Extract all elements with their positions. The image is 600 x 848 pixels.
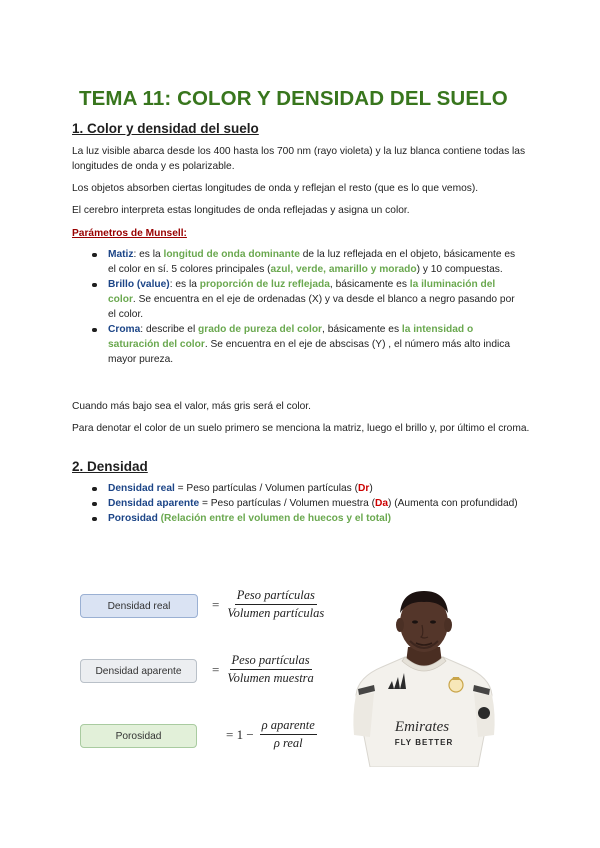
paragraph-objetos: Los objetos absorben ciertas longitudes de onda y reflejan el resto (que es lo que vemos). <box>72 183 479 194</box>
list-item-matiz <box>92 247 522 277</box>
munsell-label: Parámetros de Munsell: <box>72 228 187 239</box>
page-title: TEMA 11: COLOR Y DENSIDAD DEL SUELO <box>79 87 508 110</box>
densidad-list <box>92 481 522 526</box>
section-heading-color: 1. Color y densidad del suelo <box>72 121 259 136</box>
fraction-numerator: Peso partículas <box>235 588 317 605</box>
term-croma: Croma <box>108 324 141 335</box>
symbol-dr: Dr <box>358 483 370 494</box>
brillo-text-2: , básicamente es <box>329 279 410 290</box>
term-brillo: Brillo (value) <box>108 279 170 290</box>
paragraph-luz-visible: La luz visible abarca desde los 400 hasta los 700 nm (rayo violeta) y la luz blanca contiene todas las longitudes de onda y es polarizable. <box>72 146 526 172</box>
fraction-denominator: Volumen partículas <box>227 606 325 620</box>
densidad-real-text-2: ) <box>369 483 373 494</box>
sponsor-text: Emirates <box>394 719 450 735</box>
densidad-aparente-text-1: = Peso partículas / Volumen muestra ( <box>199 498 375 509</box>
player-photo <box>350 585 498 767</box>
croma-text-1: : describe el <box>140 324 199 335</box>
densidad-real-text-1: = Peso partículas / Volumen partículas ( <box>174 483 358 494</box>
symbol-da: Da <box>374 498 389 509</box>
matiz-text-2: de la luz reflejada en el objeto, básicamente es el color en sí. 5 colores principales ( <box>108 249 516 275</box>
munsell-heading <box>72 226 532 241</box>
term-densidad-real: Densidad real <box>108 483 175 494</box>
list-item-croma <box>92 322 522 367</box>
matiz-text-1: : es la <box>133 249 164 260</box>
porosidad-description: (Relación entre el volumen de huecos y el total) <box>157 513 392 524</box>
matiz-highlight-2: azul, verde, amarillo y morado <box>270 264 417 275</box>
brillo-text-1: : es la <box>169 279 200 290</box>
fraction <box>225 588 326 621</box>
brillo-highlight-1: proporción de luz reflejada <box>199 279 330 290</box>
croma-highlight-2: la intensidad o saturación del color <box>108 324 474 350</box>
fraction-numerator: ρ aparente <box>260 718 317 735</box>
fraction-denominator: Volumen muestra <box>227 671 314 685</box>
fraction <box>225 653 315 686</box>
sponsor-subtext: FLY BETTER <box>394 738 454 747</box>
matiz-highlight-1: longitud de onda dominante <box>163 249 300 260</box>
densidad-real-box: Densidad real <box>80 594 198 618</box>
term-porosidad: Porosidad <box>108 513 158 524</box>
equals-sign: = <box>212 596 220 612</box>
fraction-denominator: ρ real <box>273 736 303 750</box>
term-matiz: Matiz <box>108 249 134 260</box>
porosidad-box: Porosidad <box>80 724 197 748</box>
equals-sign: = <box>212 661 220 677</box>
croma-text-3: . Se encuentra en el eje de abscisas (Y) , el número más alto indica mayor pureza. <box>108 339 511 365</box>
brillo-text-3: . Se encuentra en el eje de ordenadas (X) y va desde el blanco a negro pasando por el color. <box>108 294 515 320</box>
croma-highlight-1: grado de pureza del color <box>198 324 323 335</box>
croma-text-2: , básicamente es <box>322 324 402 335</box>
fraction <box>260 718 317 751</box>
equals-sign: = 1 − <box>226 726 254 742</box>
paragraph-gris: Cuando más bajo sea el valor, más gris será el color. <box>72 401 311 412</box>
matiz-text-3: ) y 10 compuestas. <box>416 264 503 275</box>
list-item-densidad-aparente <box>92 496 522 511</box>
densidad-aparente-text-2: ) (Aumenta con profundidad) <box>388 498 518 509</box>
paragraph-cerebro: El cerebro interpreta estas longitudes de onda reflejadas y asigna un color. <box>72 205 410 216</box>
section-heading-densidad: 2. Densidad <box>72 459 148 474</box>
brillo-highlight-2: la iluminación del color <box>108 279 496 305</box>
list-item-porosidad <box>92 511 522 526</box>
paragraph-denotar: Para denotar el color de un suelo primero se menciona la matriz, luego el brillo y, por último el croma. <box>72 423 530 434</box>
densidad-real-formula <box>212 588 326 621</box>
densidad-aparente-formula <box>212 653 316 686</box>
list-item-densidad-real <box>92 481 522 496</box>
porosidad-formula <box>226 718 317 751</box>
munsell-list <box>92 247 522 367</box>
densidad-aparente-box: Densidad aparente <box>80 659 197 683</box>
term-densidad-aparente: Densidad aparente <box>108 498 200 509</box>
fraction-numerator: Peso partículas <box>230 653 312 670</box>
list-item-brillo <box>92 277 522 322</box>
